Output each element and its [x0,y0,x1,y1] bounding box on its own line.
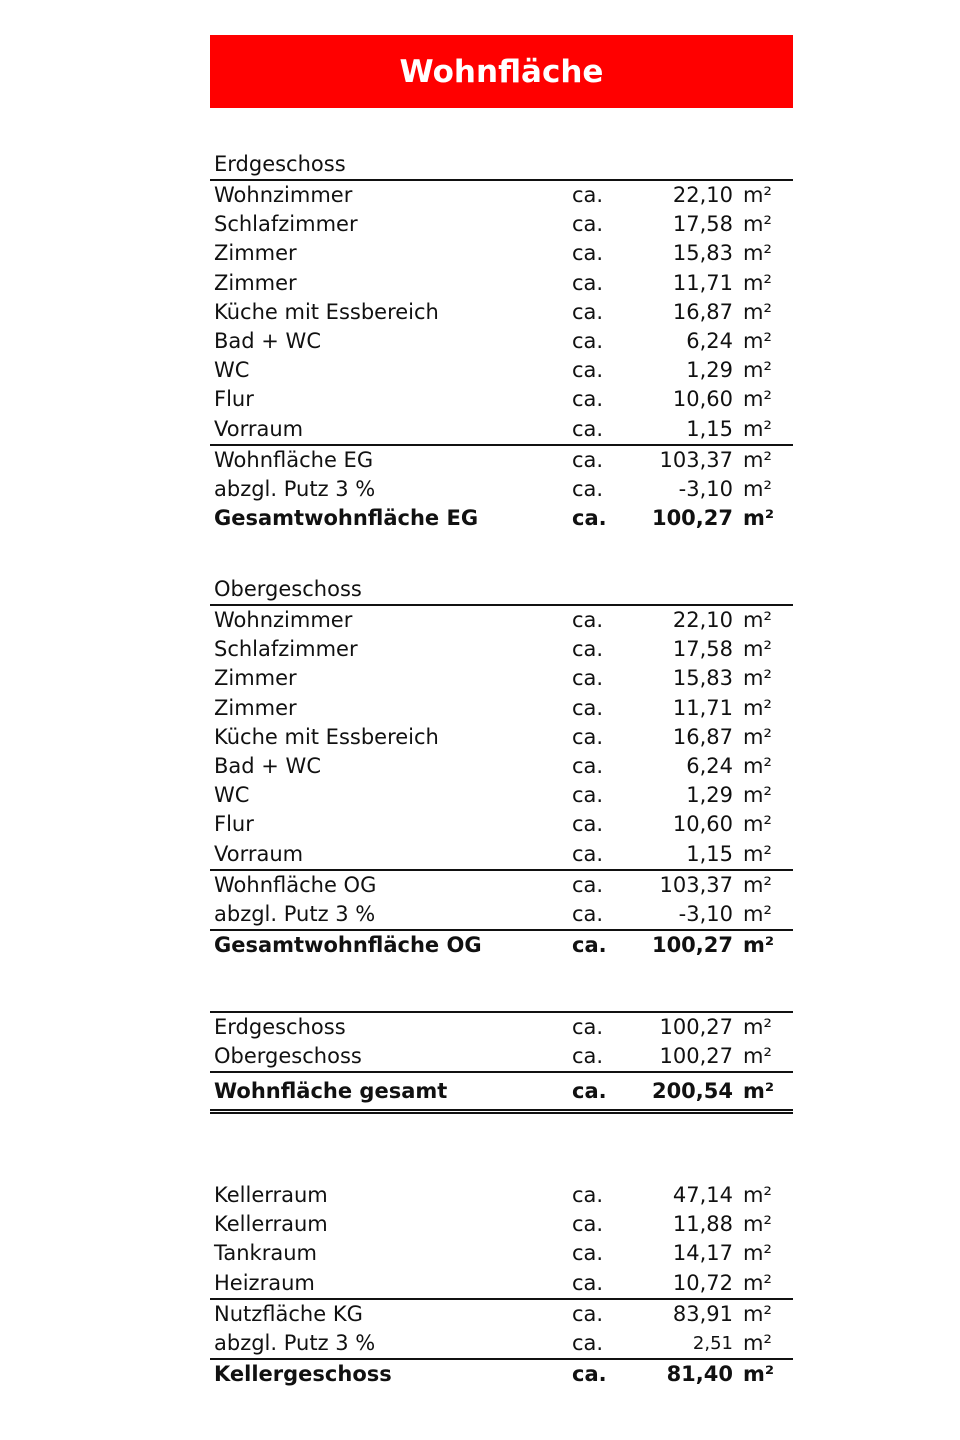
row-unit: m² [743,666,772,691]
section-heading [210,575,793,606]
table-row [210,635,793,664]
row-unit: m² [743,506,775,531]
row-unit: m² [743,812,772,837]
row-label: Schlafzimmer [214,637,358,662]
row-label: WC [214,358,250,383]
row-ca: ca. [572,1241,604,1266]
row-unit: m² [743,1301,772,1326]
row-label: Gesamtwohnfläche OG [214,933,482,958]
row-value: 2,51 [692,1332,733,1354]
table-row [210,1239,793,1268]
row-label: Schlafzimmer [214,212,358,237]
row-ca: ca. [572,608,604,632]
row-ca: ca. [572,447,604,472]
row-value: 17,58 [672,637,733,662]
row-label: Wohnfläche gesamt [214,1079,448,1104]
deduction-row [210,475,793,504]
row-value: 100,27 [651,506,733,531]
total-row [210,1360,793,1389]
row-value: 103,37 [659,872,733,897]
row-ca: ca. [572,1015,604,1039]
table-row [210,1013,793,1042]
row-unit: m² [743,1362,775,1387]
subtotal-row [210,446,793,475]
row-unit: m² [743,358,772,383]
row-label: Bad + WC [214,328,321,353]
row-ca: ca. [572,724,604,749]
row-label: Zimmer [214,270,297,295]
row-unit: m² [743,447,772,472]
row-ca: ca. [572,841,604,866]
row-label: Wohnzimmer [214,183,353,207]
row-ca: ca. [572,1044,604,1069]
title-banner [210,35,793,108]
table-row [210,210,793,239]
grand-total-row [210,1073,793,1114]
section-erdgeschoss [210,150,793,533]
row-ca: ca. [572,783,604,808]
row-unit: m² [743,299,772,324]
row-ca: ca. [572,212,604,237]
table-row [210,752,793,781]
row-unit: m² [743,608,772,632]
row-ca: ca. [572,506,607,531]
table-row [210,327,793,356]
row-value: 100,27 [659,1044,733,1069]
row-ca: ca. [572,933,607,958]
row-value: -3,10 [678,476,733,501]
table-row [210,723,793,752]
row-unit: m² [743,1044,772,1069]
row-unit: m² [743,1079,775,1104]
row-label: Zimmer [214,695,297,720]
row-label: abzgl. Putz 3 % [214,901,376,926]
row-value: 1,29 [686,358,733,383]
row-unit: m² [743,901,772,926]
subtotal-row [210,1300,793,1329]
row-value: 10,72 [672,1270,733,1295]
page-title: Wohnfläche [399,53,604,90]
row-ca: ca. [572,476,604,501]
row-label: abzgl. Putz 3 % [214,1330,376,1355]
row-label: Obergeschoss [214,1044,362,1069]
row-ca: ca. [572,241,604,266]
row-unit: m² [743,241,772,266]
table-row [210,694,793,723]
row-label: Zimmer [214,666,297,691]
section-keller [210,1181,793,1389]
row-value: 100,27 [651,933,733,958]
table-row [210,664,793,693]
table-row [210,298,793,327]
row-value: 15,83 [672,241,733,266]
row-unit: m² [743,783,772,808]
table-row [210,840,793,871]
row-unit: m² [743,1241,772,1266]
row-value: 1,15 [686,841,733,866]
row-unit: m² [743,183,772,207]
row-ca: ca. [572,753,604,778]
row-ca: ca. [572,387,604,412]
row-ca: ca. [572,328,604,353]
row-ca: ca. [572,1362,607,1387]
row-ca: ca. [572,812,604,837]
row-unit: m² [743,1183,772,1207]
row-value: 6,24 [686,753,733,778]
table-row [210,181,793,210]
row-value: 81,40 [666,1362,733,1387]
table-row [210,385,793,414]
row-label: Gesamtwohnfläche EG [214,506,479,531]
row-ca: ca. [572,270,604,295]
row-value: 100,27 [659,1015,733,1039]
row-value: 10,60 [672,387,733,412]
row-ca: ca. [572,1212,604,1237]
row-value: 83,91 [672,1301,733,1326]
row-label: Küche mit Essbereich [214,299,439,324]
row-value: 22,10 [672,608,733,632]
row-value: 11,88 [672,1212,733,1237]
row-unit: m² [743,270,772,295]
row-label: Nutzfläche KG [214,1301,363,1326]
row-unit: m² [743,872,772,897]
row-unit: m² [743,1330,772,1355]
row-ca: ca. [572,695,604,720]
row-ca: ca. [572,637,604,662]
row-unit: m² [743,387,772,412]
section-obergeschoss [210,575,793,960]
row-value: 10,60 [672,812,733,837]
row-value: 103,37 [659,447,733,472]
row-ca: ca. [572,872,604,897]
deduction-row [210,1329,793,1360]
row-ca: ca. [572,183,604,207]
row-label: WC [214,783,250,808]
row-unit: m² [743,637,772,662]
row-ca: ca. [572,1270,604,1295]
table-row [210,1210,793,1239]
row-ca: ca. [572,1183,604,1207]
row-label: Kellerraum [214,1183,328,1207]
row-value: 22,10 [672,183,733,207]
row-value: 15,83 [672,666,733,691]
row-label: Zimmer [214,241,297,266]
row-unit: m² [743,1212,772,1237]
row-value: 11,71 [672,270,733,295]
row-label: Flur [214,812,254,837]
row-ca: ca. [572,1079,607,1104]
row-value: 17,58 [672,212,733,237]
table-row [210,810,793,839]
table-row [210,606,793,635]
table-row [210,1042,793,1073]
table-row [210,781,793,810]
row-value: 1,29 [686,783,733,808]
table-row [210,269,793,298]
table-row [210,415,793,446]
row-value: 11,71 [672,695,733,720]
row-label: Kellergeschoss [214,1362,392,1387]
section-heading-label: Obergeschoss [214,577,362,601]
row-label: abzgl. Putz 3 % [214,476,376,501]
row-label: Vorraum [214,841,304,866]
row-unit: m² [743,416,772,441]
row-label: Kellerraum [214,1212,328,1237]
row-unit: m² [743,476,772,501]
row-value: -3,10 [678,901,733,926]
row-ca: ca. [572,1301,604,1326]
table-row [210,1269,793,1300]
subtotal-row [210,871,793,900]
row-unit: m² [743,328,772,353]
row-label: Flur [214,387,254,412]
row-label: Wohnfläche EG [214,447,374,472]
row-ca: ca. [572,416,604,441]
row-unit: m² [743,753,772,778]
row-ca: ca. [572,666,604,691]
row-value: 14,17 [672,1241,733,1266]
row-label: Vorraum [214,416,304,441]
row-value: 200,54 [651,1079,733,1104]
row-value: 6,24 [686,328,733,353]
row-unit: m² [743,695,772,720]
total-row [210,931,793,960]
section-gesamt [210,1011,793,1114]
row-value: 47,14 [672,1183,733,1207]
row-unit: m² [743,933,775,958]
table-row [210,1181,793,1210]
row-label: Wohnfläche OG [214,872,377,897]
row-unit: m² [743,1270,772,1295]
section-heading-label: Erdgeschoss [214,152,346,176]
row-label: Küche mit Essbereich [214,724,439,749]
row-ca: ca. [572,901,604,926]
total-row [210,504,793,533]
section-heading [210,150,793,181]
row-value: 1,15 [686,416,733,441]
deduction-row [210,900,793,931]
row-value: 16,87 [672,299,733,324]
row-unit: m² [743,212,772,237]
row-label: Tankraum [214,1241,317,1266]
row-unit: m² [743,1015,772,1039]
row-label: Bad + WC [214,753,321,778]
row-label: Erdgeschoss [214,1015,346,1039]
row-label: Heizraum [214,1270,315,1295]
row-ca: ca. [572,1330,604,1355]
row-ca: ca. [572,299,604,324]
table-row [210,356,793,385]
row-value: 16,87 [672,724,733,749]
row-ca: ca. [572,358,604,383]
row-unit: m² [743,841,772,866]
row-label: Wohnzimmer [214,608,353,632]
row-unit: m² [743,724,772,749]
table-row [210,239,793,268]
